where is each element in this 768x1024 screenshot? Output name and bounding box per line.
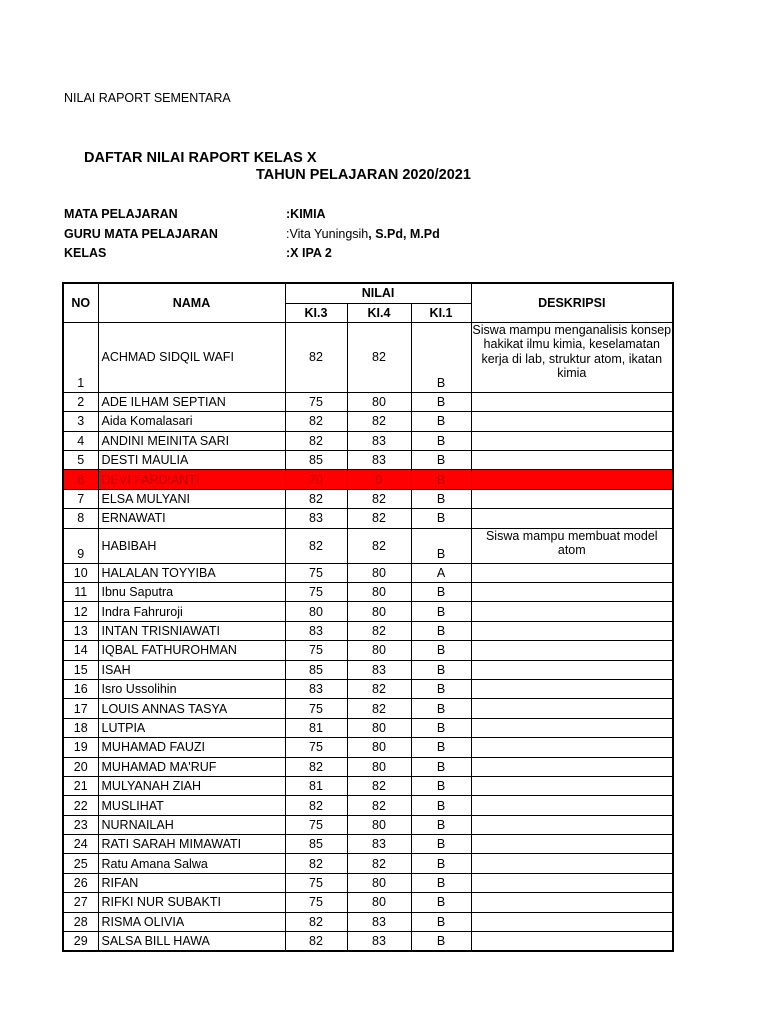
row-number: 5 [63, 451, 98, 470]
grade-ki1: A [411, 563, 471, 582]
description [471, 796, 673, 815]
description [471, 489, 673, 508]
table-row [63, 912, 673, 931]
grade-ki3: 85 [285, 660, 347, 679]
table-row [63, 489, 673, 508]
row-number: 27 [63, 893, 98, 912]
description [471, 412, 673, 431]
document-subtitle-year: TAHUN PELAJARAN 2020/2021 [256, 167, 471, 183]
student-name: RIFKI NUR SUBAKTI [98, 893, 285, 912]
grade-ki1: B [411, 602, 471, 621]
student-name: ELSA MULYANI [98, 489, 285, 508]
student-name: Aida Komalasari [98, 412, 285, 431]
student-name: Isro Ussolihin [98, 679, 285, 698]
row-number: 9 [63, 528, 98, 563]
grade-ki1: B [411, 528, 471, 563]
row-number: 19 [63, 738, 98, 757]
table-row [63, 451, 673, 470]
grade-ki3: 81 [285, 718, 347, 737]
grade-ki3: 85 [285, 451, 347, 470]
grade-ki4: 82 [347, 489, 411, 508]
row-number: 12 [63, 602, 98, 621]
row-number: 15 [63, 660, 98, 679]
grade-ki1: B [411, 322, 471, 392]
grade-ki3: 82 [285, 322, 347, 392]
student-name: Indra Fahruroji [98, 602, 285, 621]
grade-ki3: 82 [285, 431, 347, 450]
student-name: RATI SARAH MIMAWATI [98, 835, 285, 854]
table-row [63, 893, 673, 912]
row-number: 2 [63, 392, 98, 411]
grade-ki3: 75 [285, 563, 347, 582]
table-row [63, 873, 673, 892]
row-number: 25 [63, 854, 98, 873]
header-ki4: KI.4 [347, 303, 411, 322]
table-row [63, 583, 673, 602]
grade-ki4: 80 [347, 602, 411, 621]
grade-ki1: B [411, 815, 471, 834]
grade-ki3: 80 [285, 602, 347, 621]
grade-ki4: 82 [347, 679, 411, 698]
student-name: HALALAN TOYYIBA [98, 563, 285, 582]
row-number: 22 [63, 796, 98, 815]
class-value: :X IPA 2 [286, 246, 332, 260]
grade-ki3: 85 [285, 835, 347, 854]
description [471, 602, 673, 621]
description [471, 873, 673, 892]
grade-ki4: 82 [347, 322, 411, 392]
description [471, 932, 673, 952]
grade-ki4: 82 [347, 854, 411, 873]
grade-ki4: 82 [347, 412, 411, 431]
grade-ki4: 0 [347, 470, 411, 489]
grade-ki1: B [411, 699, 471, 718]
row-number: 29 [63, 932, 98, 952]
grade-ki3: 75 [285, 873, 347, 892]
grade-ki3: 70 [285, 470, 347, 489]
grade-ki1: B [411, 660, 471, 679]
row-number: 14 [63, 641, 98, 660]
grade-ki4: 80 [347, 392, 411, 411]
grade-ki3: 82 [285, 489, 347, 508]
grade-ki1: B [411, 451, 471, 470]
grade-ki4: 82 [347, 509, 411, 528]
student-name: MUSLIHAT [98, 796, 285, 815]
description [471, 757, 673, 776]
row-number: 10 [63, 563, 98, 582]
grade-ki1: B [411, 718, 471, 737]
table-row [63, 718, 673, 737]
grade-ki1: B [411, 489, 471, 508]
grade-ki4: 80 [347, 893, 411, 912]
grade-ki4: 80 [347, 718, 411, 737]
document-top-label: NILAI RAPORT SEMENTARA [64, 91, 231, 105]
description [471, 815, 673, 834]
grade-ki3: 83 [285, 509, 347, 528]
table-row [63, 679, 673, 698]
grade-ki3: 75 [285, 893, 347, 912]
row-number: 16 [63, 679, 98, 698]
student-name: ADE ILHAM SEPTIAN [98, 392, 285, 411]
table-row [63, 431, 673, 450]
row-number: 8 [63, 509, 98, 528]
grade-ki3: 75 [285, 699, 347, 718]
table-row [63, 563, 673, 582]
teacher-value [286, 227, 440, 241]
grade-ki3: 75 [285, 583, 347, 602]
student-name: IQBAL FATHUROHMAN [98, 641, 285, 660]
table-row [63, 660, 673, 679]
description [471, 451, 673, 470]
grade-ki1: B [411, 679, 471, 698]
description [471, 621, 673, 640]
row-number: 4 [63, 431, 98, 450]
row-number: 26 [63, 873, 98, 892]
grade-ki4: 80 [347, 641, 411, 660]
table-row [63, 621, 673, 640]
grade-ki1: B [411, 738, 471, 757]
teacher-degree: , S.Pd, M.Pd [368, 227, 440, 241]
student-name: DEVI FARDIANTI [98, 470, 285, 489]
grade-ki4: 82 [347, 776, 411, 795]
grade-ki3: 82 [285, 854, 347, 873]
grade-ki1: B [411, 621, 471, 640]
grade-ki3: 82 [285, 757, 347, 776]
header-ki1: KI.1 [411, 303, 471, 322]
student-name: RIFAN [98, 873, 285, 892]
description [471, 392, 673, 411]
grade-ki1: B [411, 835, 471, 854]
table-row [63, 470, 673, 489]
student-name: LUTPIA [98, 718, 285, 737]
student-name: Ibnu Saputra [98, 583, 285, 602]
row-number: 7 [63, 489, 98, 508]
grade-ki1: B [411, 757, 471, 776]
grade-ki4: 82 [347, 699, 411, 718]
row-number: 18 [63, 718, 98, 737]
grade-ki1: B [411, 392, 471, 411]
grade-ki3: 75 [285, 738, 347, 757]
description [471, 776, 673, 795]
table-row [63, 738, 673, 757]
grade-ki3: 83 [285, 621, 347, 640]
table-row [63, 796, 673, 815]
grade-ki3: 82 [285, 912, 347, 931]
student-name: LOUIS ANNAS TASYA [98, 699, 285, 718]
row-number: 23 [63, 815, 98, 834]
table-row [63, 528, 673, 563]
table-row [63, 854, 673, 873]
subject-label: MATA PELAJARAN [64, 207, 178, 221]
student-name: HABIBAH [98, 528, 285, 563]
grades-table [62, 282, 674, 952]
description [471, 641, 673, 660]
description [471, 509, 673, 528]
description [471, 470, 673, 489]
table-row [63, 757, 673, 776]
grade-ki4: 83 [347, 835, 411, 854]
grade-ki3: 75 [285, 815, 347, 834]
grade-ki1: B [411, 873, 471, 892]
row-number: 20 [63, 757, 98, 776]
grade-ki4: 83 [347, 660, 411, 679]
description [471, 660, 673, 679]
grade-ki1: B [411, 509, 471, 528]
row-number: 28 [63, 912, 98, 931]
header-nama: NAMA [98, 283, 285, 322]
description [471, 431, 673, 450]
grade-ki1: B [411, 912, 471, 931]
student-name: MULYANAH ZIAH [98, 776, 285, 795]
grade-ki1: B [411, 431, 471, 450]
grade-ki1: B [411, 796, 471, 815]
description: Siswa mampu membuat model atom [471, 528, 673, 563]
header-nilai: NILAI [285, 283, 471, 303]
header-ki3: KI.3 [285, 303, 347, 322]
student-name: DESTI MAULIA [98, 451, 285, 470]
student-name: NURNAILAH [98, 815, 285, 834]
document-title: DAFTAR NILAI RAPORT KELAS X [84, 150, 317, 166]
student-name: ERNAWATI [98, 509, 285, 528]
description [471, 912, 673, 931]
student-name: MUHAMAD MA'RUF [98, 757, 285, 776]
table-row [63, 835, 673, 854]
grade-ki4: 83 [347, 912, 411, 931]
grade-ki3: 75 [285, 641, 347, 660]
row-number: 24 [63, 835, 98, 854]
grade-ki4: 83 [347, 932, 411, 952]
grade-ki3: 82 [285, 796, 347, 815]
teacher-name: :Vita Yuningsih [286, 227, 369, 241]
grade-ki4: 80 [347, 873, 411, 892]
grade-ki3: 82 [285, 932, 347, 952]
description [471, 679, 673, 698]
grade-ki1: B [411, 583, 471, 602]
student-name: MUHAMAD FAUZI [98, 738, 285, 757]
table-row [63, 932, 673, 952]
header-no: NO [63, 283, 98, 322]
description [471, 835, 673, 854]
description [471, 699, 673, 718]
student-name: ACHMAD SIDQIL WAFI [98, 322, 285, 392]
grade-ki4: 83 [347, 451, 411, 470]
grade-ki4: 82 [347, 796, 411, 815]
grade-ki4: 80 [347, 757, 411, 776]
grade-ki3: 83 [285, 679, 347, 698]
student-name: ISAH [98, 660, 285, 679]
grade-ki4: 82 [347, 528, 411, 563]
table-row [63, 602, 673, 621]
row-number: 21 [63, 776, 98, 795]
student-name: RISMA OLIVIA [98, 912, 285, 931]
teacher-label: GURU MATA PELAJARAN [64, 227, 218, 241]
grade-ki3: 81 [285, 776, 347, 795]
table-row [63, 412, 673, 431]
table-row [63, 699, 673, 718]
row-number: 17 [63, 699, 98, 718]
subject-value: :KIMIA [286, 207, 326, 221]
grade-ki4: 80 [347, 738, 411, 757]
grade-ki3: 82 [285, 412, 347, 431]
table-row [63, 815, 673, 834]
grade-ki4: 80 [347, 563, 411, 582]
grade-ki1: B [411, 854, 471, 873]
table-row [63, 392, 673, 411]
description [471, 718, 673, 737]
row-number: 11 [63, 583, 98, 602]
grade-ki1: B [411, 932, 471, 952]
grades-table-body [63, 322, 673, 951]
grade-ki1: B [411, 893, 471, 912]
row-number: 13 [63, 621, 98, 640]
description [471, 583, 673, 602]
grade-ki1: B [411, 776, 471, 795]
grade-ki4: 80 [347, 815, 411, 834]
row-number: 1 [63, 322, 98, 392]
description [471, 854, 673, 873]
row-number: 6 [63, 470, 98, 489]
grade-ki3: 75 [285, 392, 347, 411]
student-name: ANDINI MEINITA SARI [98, 431, 285, 450]
student-name: SALSA BILL HAWA [98, 932, 285, 952]
description [471, 893, 673, 912]
class-label: KELAS [64, 246, 107, 260]
header-deskripsi: DESKRIPSI [471, 283, 673, 322]
table-row [63, 776, 673, 795]
table-row [63, 509, 673, 528]
student-name: INTAN TRISNIAWATI [98, 621, 285, 640]
grade-ki1: B [411, 470, 471, 489]
description [471, 563, 673, 582]
description: Siswa mampu menganalisis konsep hakikat ilmu kimia, keselamatan kerja di lab, struktur atom, ikatan kimia [471, 322, 673, 392]
table-row [63, 322, 673, 392]
student-name: Ratu Amana Salwa [98, 854, 285, 873]
row-number: 3 [63, 412, 98, 431]
grade-ki4: 80 [347, 583, 411, 602]
grade-ki1: B [411, 412, 471, 431]
table-row [63, 641, 673, 660]
grade-ki4: 82 [347, 621, 411, 640]
grade-ki4: 83 [347, 431, 411, 450]
grade-ki1: B [411, 641, 471, 660]
description [471, 738, 673, 757]
grade-ki3: 82 [285, 528, 347, 563]
